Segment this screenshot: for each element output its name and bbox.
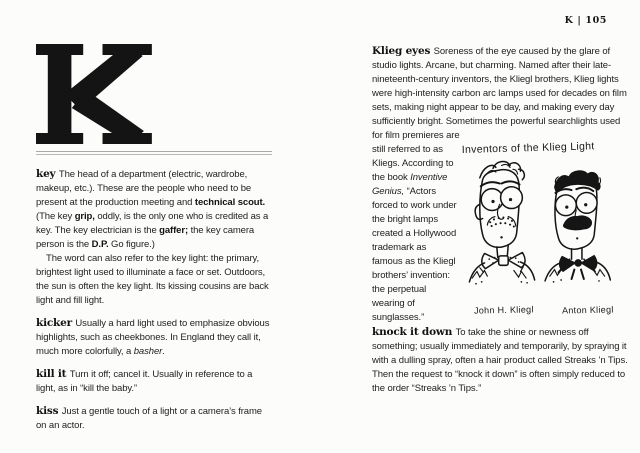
anton-kliegl-figure xyxy=(545,171,610,283)
entry-kicker-paragraph: kicker Usually a hard light used to emphasize obvious highlights, such as cheekbones. In England they call it, much more colorfully, a basher. xyxy=(36,317,270,357)
dropcap-k xyxy=(36,44,154,144)
entry-klieg-eyes-paragraph-2: still referred to as Kliegs. According to the book Inventive Genius, “Actors forced to work under the bright lamps created a Hollywood trademark as famous as the Kliegl brothers’ invention: the perpetual wearing of sunglasses.” xyxy=(372,144,457,323)
entry-key xyxy=(36,167,273,308)
entry-kill-it xyxy=(36,367,273,396)
john-kliegl-figure xyxy=(469,161,534,284)
caption-john-kliegl: John H. Kliegl xyxy=(473,304,534,316)
entry-key-paragraph-1: key The head of a department (electric, wardrobe, makeup, etc.). These are the people who need to be present at the production meeting and technical scout. (The key grip, oddly, is the only one who is credited as a key. The key electrician is the gaffer; the key camera person is the D.P. Go figure.) xyxy=(36,168,269,250)
entry-kicker xyxy=(36,316,273,359)
page-number: K | 105 xyxy=(564,15,607,26)
right-column xyxy=(372,44,630,396)
caption-anton-kliegl: Anton Kliegl xyxy=(561,304,614,316)
illustration-title: Inventors of the Klieg Light xyxy=(461,140,595,156)
entry-kiss xyxy=(36,404,273,433)
klieg-illustration xyxy=(461,140,630,316)
entry-key-paragraph-2: The word can also refer to the key light: the primary, brightest light used to illuminate a face or set. Outdoors, the sun is often the key light. Its kissing cousins are back light and fill light. xyxy=(36,253,269,306)
klieg-wrap-zone xyxy=(372,140,630,396)
entry-kiss-paragraph: kiss Just a gentle touch of a light or a camera’s frame on an actor. xyxy=(36,405,262,431)
entry-kill-it-paragraph: kill it Turn it off; cancel it. Usually in reference to a light, as in “kill the baby.” xyxy=(36,368,253,394)
section-divider xyxy=(36,151,272,155)
kliegl-brothers-drawing xyxy=(462,157,630,297)
left-column xyxy=(36,44,273,433)
entry-klieg-eyes-paragraph-1: Klieg eyes Soreness of the eye caused by the glare of studio lights. Arcane, but charming. Named after their late-nineteenth-century inventors, the Kliegl brothers, Klieg lights were high-intensity carbon arc lamps used for decades on film sets, making night appear to be day, and making every day sufficiently bright. Sometimes the powerful searchlights used for film premieres are xyxy=(372,45,627,141)
entry-knock-it-down: knock it down To take the shine or newness off something; usually immediately and temporarily, by spraying it with a dulling spray, often a hair product called Streaks ’n Tips. Then the request to “knock it down” is often simply reduced to the order “Streaks ’n Tips.” xyxy=(372,326,628,394)
